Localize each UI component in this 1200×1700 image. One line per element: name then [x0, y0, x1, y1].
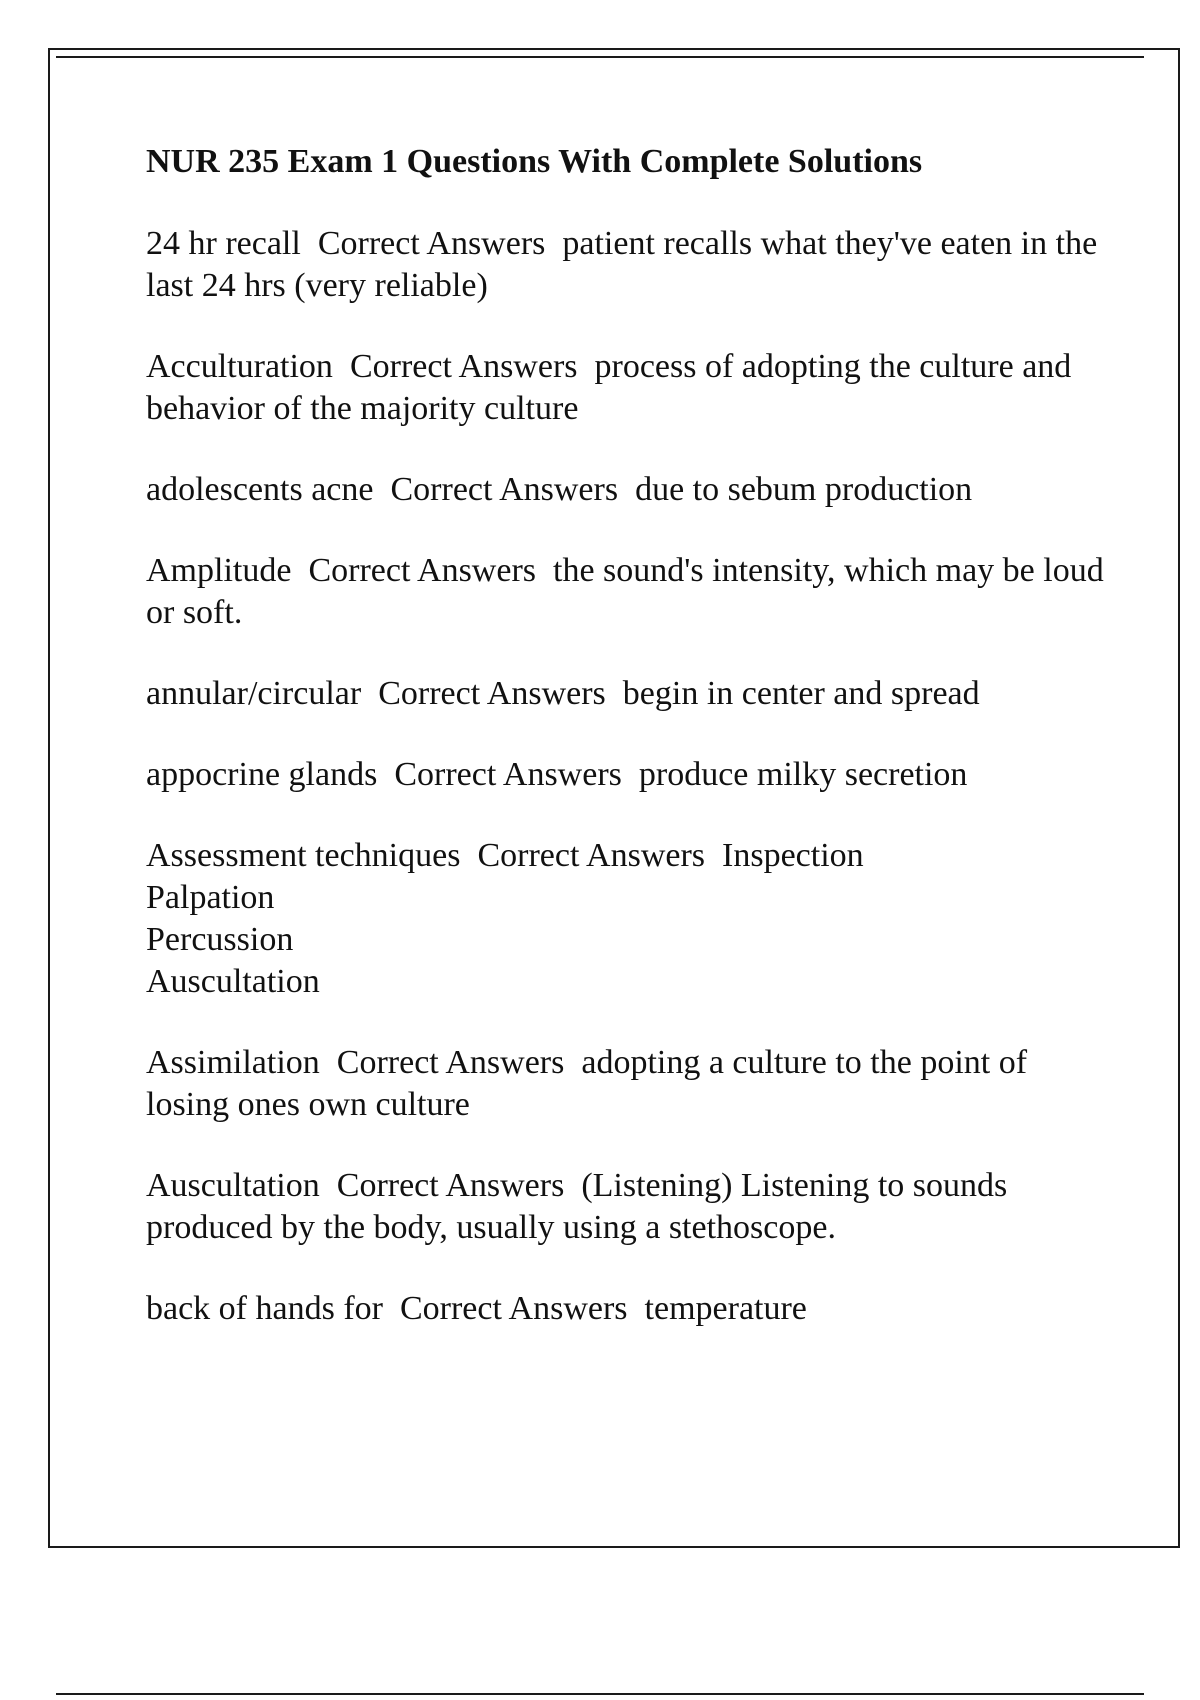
qa-entry: [146, 835, 1106, 1003]
qa-entry: [146, 469, 1106, 511]
document-body: [146, 142, 1113, 1369]
entry-term: adolescents acne: [146, 470, 374, 508]
entry-answer: process of adopting the culture and behavior of the majority culture: [146, 347, 1080, 427]
entry-term: Assimilation: [146, 1043, 320, 1081]
entry-answer-line: Percussion: [146, 920, 294, 958]
qa-entry: [146, 223, 1106, 307]
qa-entry: [146, 1042, 1106, 1126]
qa-entry: [146, 1288, 1106, 1330]
entry-answer: the sound's intensity, which may be loud or soft.: [146, 551, 1113, 631]
entry-separator: Correct Answers: [319, 1043, 582, 1081]
entry-answer-line: Inspection: [722, 836, 864, 874]
entry-term: 24 hr recall: [146, 224, 301, 262]
entry-separator: Correct Answers: [319, 1166, 582, 1204]
qa-entry: [146, 673, 1106, 715]
entry-term: Amplitude: [146, 551, 292, 589]
entry-answer: adopting a culture to the point of losing ones own culture: [146, 1043, 1036, 1123]
bottom-rule: [56, 1693, 1144, 1695]
entry-separator: Correct Answers: [460, 836, 723, 874]
top-rule: [56, 56, 1144, 58]
entry-answer: temperature: [644, 1289, 807, 1327]
entry-answer: (Listening) Listening to sounds produced by the body, usually using a stethoscope.: [146, 1166, 1016, 1246]
qa-entry: [146, 550, 1113, 634]
entry-answer: due to sebum production: [635, 470, 973, 508]
entry-separator: Correct Answers: [382, 1289, 645, 1327]
entry-separator: Correct Answers: [332, 347, 595, 385]
entry-separator: Correct Answers: [291, 551, 553, 589]
entry-answer-line: Auscultation: [146, 962, 320, 1000]
qa-entry: [146, 754, 1106, 796]
qa-entry: [146, 1165, 1106, 1249]
entry-term: annular/circular: [146, 674, 362, 712]
qa-entry: [146, 346, 1106, 430]
entry-term: Acculturation: [146, 347, 333, 385]
entry-separator: Correct Answers: [300, 224, 563, 262]
entry-term: Auscultation: [146, 1166, 320, 1204]
entry-term: back of hands for: [146, 1289, 383, 1327]
entry-answer-line: Palpation: [146, 878, 275, 916]
page-title: NUR 235 Exam 1 Questions With Complete Solutions: [146, 143, 923, 180]
entry-term: appocrine glands: [146, 755, 378, 793]
entry-separator: Correct Answers: [377, 755, 639, 793]
entry-separator: Correct Answers: [373, 470, 636, 508]
entry-term: Assessment techniques: [146, 836, 461, 874]
entry-separator: Correct Answers: [361, 674, 623, 712]
entry-answer: begin in center and spread: [622, 674, 980, 712]
entry-answer: produce milky secretion: [638, 755, 968, 793]
entry-answer: patient recalls what they've eaten in the last 24 hrs (very reliable): [146, 224, 1106, 304]
